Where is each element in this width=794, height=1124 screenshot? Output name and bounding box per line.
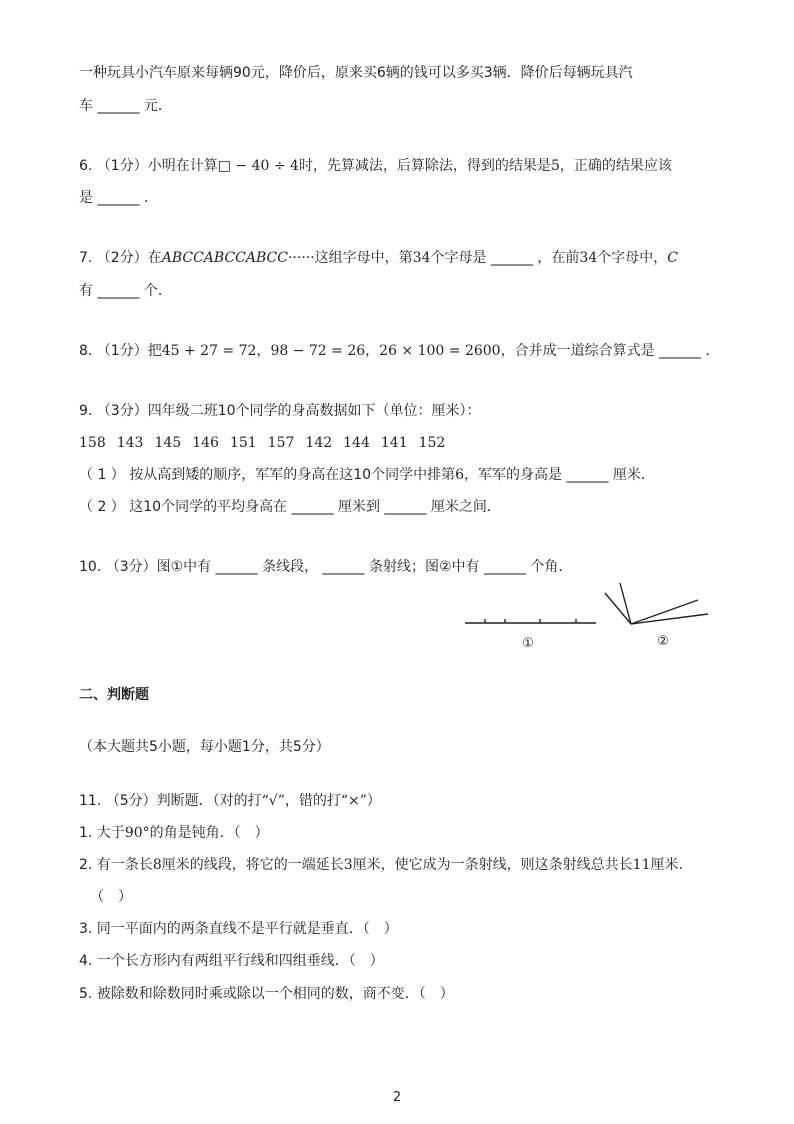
q11-title-b: ，错的打 xyxy=(284,793,341,809)
q9-sub-1 xyxy=(79,466,655,484)
q11-item2-number-3: 11 xyxy=(632,857,651,873)
q9-sub1-number: 6 xyxy=(455,467,464,483)
q7-text-c: 个字母是 ______ ，在前 xyxy=(430,250,580,266)
q11-check-mark: “√” xyxy=(261,793,285,809)
height-value: 157 xyxy=(267,435,295,451)
q11-item-1 xyxy=(79,824,269,842)
q11-item2-text-b: 厘米的线段，将它的一端延长 xyxy=(161,857,344,873)
q11-item-2 xyxy=(79,856,692,874)
height-value: 158 xyxy=(79,435,106,451)
height-value: 152 xyxy=(418,435,446,451)
q6-line-1 xyxy=(79,157,672,175)
q6-text-a: 6. （1分）小明在计算 xyxy=(79,158,218,174)
q10-text: 10. （3分）图①中有 ______ 条线段， ______ 条射线；图②中有 ______ 个角． xyxy=(79,559,573,575)
q7-text-b: 这组字母中，第 xyxy=(314,250,413,266)
q9-height-list xyxy=(79,434,456,452)
q8-equation-2: 98 − 72 = 26 xyxy=(270,343,366,359)
q8-equation-3: 26 × 100 = 2600 xyxy=(379,343,501,359)
q7-text-a: 7. （2分）在 xyxy=(79,250,162,266)
page-number: 2 xyxy=(392,1090,402,1105)
q11-item-4: 4. 一个长方形内有两组平行线和四组垂线．（ ） xyxy=(79,953,384,969)
q9-sub-2: （ 2 ） 这10个同学的平均身高在 ______ 厘米到 ______ 厘米之间． xyxy=(79,499,501,515)
figure-2-angles xyxy=(598,580,713,652)
figure-2-label: ② xyxy=(657,634,669,649)
q9-title: 9. （3分）四年级二班10个同学的身高数据如下（单位：厘米）： xyxy=(79,403,481,419)
q11-item1-text-b: 的角是钝角．（ ） xyxy=(149,825,269,841)
q11-title xyxy=(79,792,381,810)
q6-expression: □ − 40 ÷ 4 xyxy=(217,158,299,174)
height-value: 141 xyxy=(380,435,408,451)
q11-item-2-answer-parens: （ ） xyxy=(90,889,132,905)
q7-number-2: 34 xyxy=(579,250,598,266)
q11-item2-number-1: 8 xyxy=(152,857,162,873)
q5-line-2: 车 ______ 元． xyxy=(79,98,172,114)
q6-text-c: ，正确的结果应该 xyxy=(559,158,672,174)
q8-text-b: ，合并成一道综合算式是 ______ ． xyxy=(500,343,720,359)
q11-cross-mark: “×” xyxy=(340,793,367,809)
figure-1-label: ① xyxy=(522,636,534,651)
q5-line-1: 一种玩具小汽车原来每辆90元，降价后，原来买6辆的钱可以多买3辆．降价后每辆玩具汽 xyxy=(79,65,633,81)
q11-item2-number-2: 3 xyxy=(343,857,353,873)
q11-title-a: 11. （5分）判断题．（对的打 xyxy=(79,793,262,809)
height-value: 144 xyxy=(343,435,370,451)
height-value: 145 xyxy=(154,435,182,451)
q8-equation-1: 45 + 27 = 72 xyxy=(161,343,257,359)
q11-item-3: 3. 同一平面内的两条直线不是平行就是垂直．（ ） xyxy=(79,921,398,937)
q9-sub1-text-b: ，军军的身高是 ______ 厘米． xyxy=(464,467,655,483)
q11-item2-text-c: 厘米，使它成为一条射线，则这条射线总共长 xyxy=(352,857,633,873)
figure-2-ray xyxy=(631,614,708,624)
figure-1-line-segments xyxy=(462,600,602,656)
height-value: 143 xyxy=(116,435,144,451)
q6-line-2: 是 ______ ． xyxy=(79,190,158,206)
section-2-heading: 二、判断题 xyxy=(79,687,149,703)
q7-line-2: 有 ______ 个． xyxy=(79,283,172,299)
q8-sep-2: ， xyxy=(365,343,380,359)
q11-item1-text-a: 1. 大于 xyxy=(79,825,125,841)
height-value: 146 xyxy=(192,435,219,451)
q8-sep-1: ， xyxy=(256,343,271,359)
q6-number: 5 xyxy=(550,158,560,174)
figure-2-ray xyxy=(631,600,698,624)
height-value: 142 xyxy=(305,435,333,451)
height-value: 151 xyxy=(229,435,257,451)
q11-item2-text-a: 2. 有一条长 xyxy=(79,857,153,873)
q6-text-b: 时，先算减法，后算除法，得到的结果是 xyxy=(298,158,551,174)
section-2-note: （本大题共5小题，每小题1分，共5分） xyxy=(79,739,330,755)
q7-line-1 xyxy=(79,249,678,267)
q7-text-d: 个字母中， xyxy=(597,250,668,266)
q8-text-a: 8. （1分）把 xyxy=(79,343,162,359)
q11-item-5: 5. 被除数和除数同时乘或除以一个相同的数，商不变．（ ） xyxy=(79,986,454,1002)
q11-title-c: ） xyxy=(366,793,381,809)
q7-letter-sequence: ABCCABCCABCC······ xyxy=(161,250,315,266)
q9-sub1-text-a: （ 1 ） 按从高到矮的顺序，军军的身高在这10个同学中排第 xyxy=(79,467,456,483)
q8-line xyxy=(79,342,720,360)
q11-item1-degree: 90° xyxy=(124,825,150,841)
q7-letter-c: C xyxy=(667,250,678,266)
q11-item2-text-d: 厘米． xyxy=(650,857,693,873)
q7-number-1: 34 xyxy=(412,250,431,266)
